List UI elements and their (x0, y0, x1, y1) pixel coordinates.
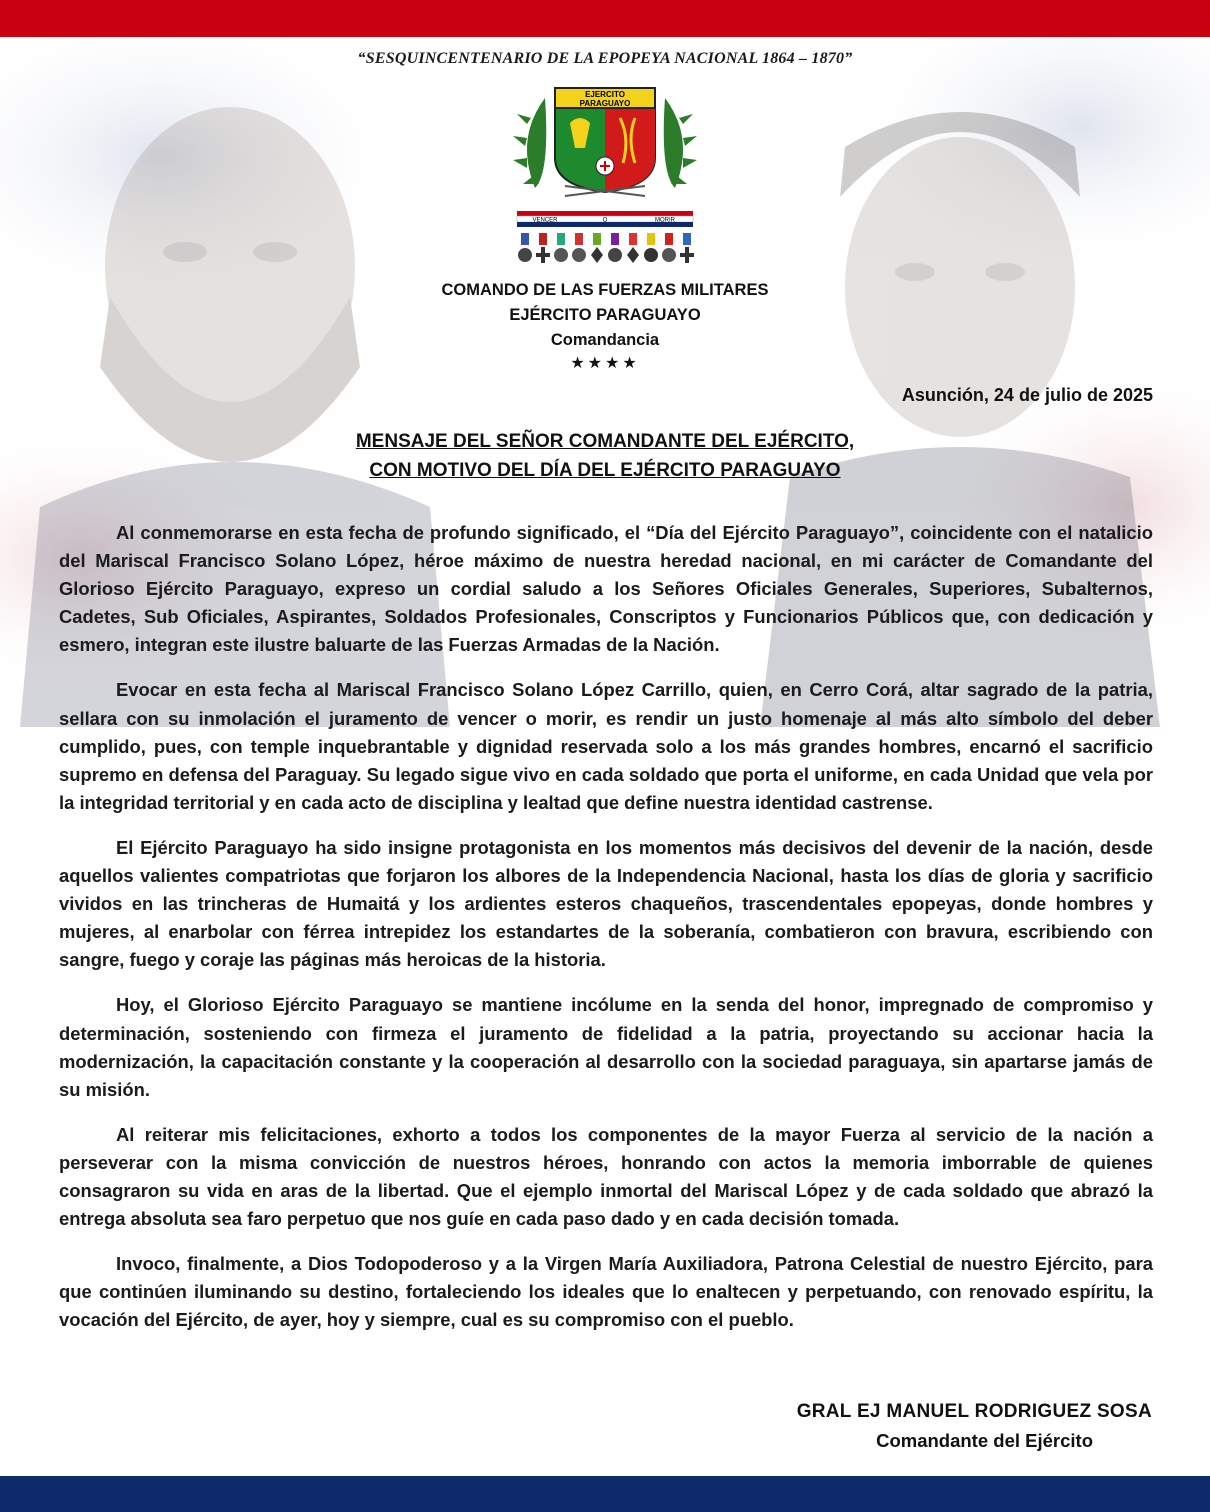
signatory-role: Comandante del Ejército (876, 1430, 1093, 1451)
document-date: Asunción, 24 de julio de 2025 (901, 385, 1153, 405)
org-unit: Comandancia (550, 331, 660, 349)
signatory-name: GRAL EJ MANUEL RODRIGUEZ SOSA (796, 1401, 1152, 1422)
flag-red-band (0, 0, 1210, 37)
paragraph: Evocar en esta fecha al Mariscal Francisco Solano López Carrillo, quien, en Cerro Corá, altar sagrado de la patria, sellara con su inmolación el juramento de vencer o morir, es rendir un justo homenaje al más alto símbolo del deber cumplido, pues, con temple inquebrantable y dignidad reservada solo a los más grandes hombres, encarnó el sacrificio supremo en defensa del Paraguay. Su legado sigue vivo en cada soldado que porta el uniforme, en cada Unidad que vela por la integridad territorial y en cada acto de disciplina y lealtad que define nuestra identidad castrense. (59, 679, 1153, 813)
paragraph: El Ejército Paraguayo ha sido insigne protagonista en los momentos más decisivos del devenir de la nación, desde aquellos valientes compatriotas que forjaron los albores de la Independencia Nacional, hasta los días de gloria y sacrificio vividos en las trincheras de Humaitá y los ardientes esteros chaqueños, trascendentales epopeyas, donde hombres y mujeres, al enarbolar con férrea intrepidez los estandartes de la soberanía, combatieron con bravura, escribiendo con sangre, fuego y coraje las páginas más heroicas de la historia. (59, 836, 1153, 971)
document-title-line2: CON MOTIVO DEL DÍA DEL EJÉRCITO PARAGUAYO (369, 460, 841, 481)
ribbon-right-text: MORIR (655, 217, 675, 224)
emblem-banner-bottom: PARAGUAYO (579, 99, 631, 108)
medals-icon (518, 233, 694, 263)
ribbon-left-text: VENCER (532, 217, 558, 224)
org-army: EJÉRCITO PARAGUAYO (509, 306, 701, 324)
paragraph: Al reiterar mis felicitaciones, exhorto a todos los componentes de la mayor Fuerza al servicio de la nación a perseverar con la misma convicción de nuestros héroes, honrando con actos la memoria imborrable de quienes consagraron su vida en aras de la libertad. Que el ejemplo inmortal del Mariscal López y de cada soldado que abrazó la entrega absoluta sea faro perpetuo que nos guíe en cada paso dado y en cada decisión tomada. (59, 1123, 1153, 1230)
army-emblem (505, 78, 705, 274)
rank-stars: ★★★★ (570, 355, 640, 372)
message-body (59, 519, 1153, 1351)
flag-blue-band (0, 1476, 1210, 1512)
paragraph: Hoy, el Glorioso Ejército Paraguayo se mantiene incólume en la senda del honor, impregnado de compromiso y determinación, sosteniendo con firmeza el juramento de fidelidad a la patria, proyectando su accionar hacia la modernización, la capacitación constante y la cooperación al desarrollo con la sociedad paraguaya, sin apartarse jamás de su misión. (59, 994, 1153, 1100)
ribbon-mid-text: O (602, 217, 608, 224)
paragraph: Invoco, finalmente, a Dios Todopoderoso y a la Virgen María Auxiliadora, Patrona Celestial de nuestro Ejército, para que continúen iluminando su destino, fortaleciendo los ideales que lo enaltecen y perpetuando, con renovado espíritu, la vocación del Ejército, de ayer, hoy y siempre, cual es su compromiso con el pueblo. (59, 1253, 1153, 1331)
paragraph: Al conmemorarse en esta fecha de profundo significado, el “Día del Ejército Paraguayo”, coincidente con el natalicio del Mariscal Francisco Solano López, héroe máximo de nuestra heredad nacional, en mi carácter de Comandante del Glorioso Ejército Paraguayo, expreso un cordial saludo a los Señores Oficiales Generales, Superiores, Subalternos, Cadetes, Sub Oficiales, Aspirantes, Soldados Profesionales, Conscriptos y Funcionarios Públicos que, con dedicación y esmero, integran este ilustre baluarte de las Fuerzas Armadas de la Nación. (59, 522, 1153, 656)
motto-heading: “SESQUINCENTENARIO DE LA EPOPEYA NACIONAL 1864 – 1870” (357, 50, 853, 67)
emblem-banner-top: EJERCITO (585, 90, 625, 99)
document-title-line1: MENSAJE DEL SEÑOR COMANDANTE DEL EJÉRCITO, (355, 431, 855, 452)
org-command: COMANDO DE LAS FUERZAS MILITARES (441, 281, 769, 299)
